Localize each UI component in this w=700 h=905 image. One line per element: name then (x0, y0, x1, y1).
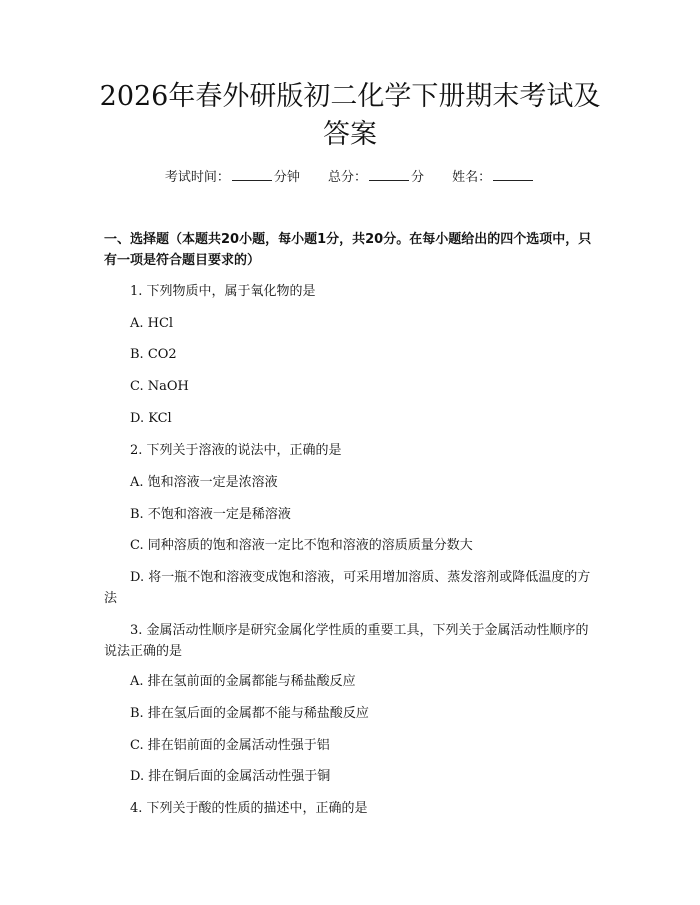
question-option: B. 不饱和溶液一定是稀溶液 (130, 507, 291, 522)
question-stem: 2. 下列关于溶液的说法中，正确的是 (130, 443, 342, 458)
exam-time-blank (232, 168, 272, 181)
question-option: D. 将一瓶不饱和溶液变成饱和溶液，可采用增加溶质、蒸发溶剂或降低温度的方法 (104, 570, 591, 606)
total-score-blank (369, 168, 409, 181)
exam-info-line (0, 168, 700, 187)
question-option: A. HCl (130, 316, 174, 331)
question-option: B. 排在氢后面的金属都不能与稀盐酸反应 (130, 706, 369, 721)
question-stem: 4. 下列关于酸的性质的描述中，正确的是 (130, 801, 368, 816)
question-option: D. 排在铜后面的金属活动性强于铜 (130, 769, 331, 784)
total-score-field (328, 168, 424, 187)
question-option: B. CO2 (130, 347, 177, 362)
question-option: D. KCl (130, 411, 172, 426)
question-option: A. 排在氢前面的金属都能与稀盐酸反应 (130, 674, 356, 689)
question-stem: 1. 下列物质中，属于氧化物的是 (130, 284, 316, 299)
exam-time-unit: 分钟 (273, 170, 300, 185)
question-option: C. 同种溶质的饱和溶液一定比不饱和溶液的溶质质量分数大 (130, 538, 473, 553)
question-option: C. 排在铝前面的金属活动性强于铝 (130, 738, 330, 753)
section-heading: 一、选择题（本题共20小题，每小题1分，共20分。在每小题给出的四个选项中，只有一项是符合题目要求的） (104, 232, 592, 268)
student-name-label: 姓名： (452, 170, 492, 185)
exam-time-field (165, 168, 300, 187)
question-option: C. NaOH (130, 379, 189, 394)
student-name-blank (493, 168, 533, 181)
exam-time-label: 考试时间： (164, 170, 230, 185)
page-title: 2026年春外研版初二化学下册期末考试及答案 (99, 81, 601, 150)
total-score-label: 总分： (327, 170, 367, 185)
student-name-field (452, 168, 535, 187)
question-stem: 3. 金属活动性顺序是研究金属化学性质的重要工具，下列关于金属活动性顺序的说法正确的是 (104, 623, 589, 659)
total-score-unit: 分 (411, 170, 425, 185)
question-option: A. 饱和溶液一定是浓溶液 (130, 475, 278, 490)
